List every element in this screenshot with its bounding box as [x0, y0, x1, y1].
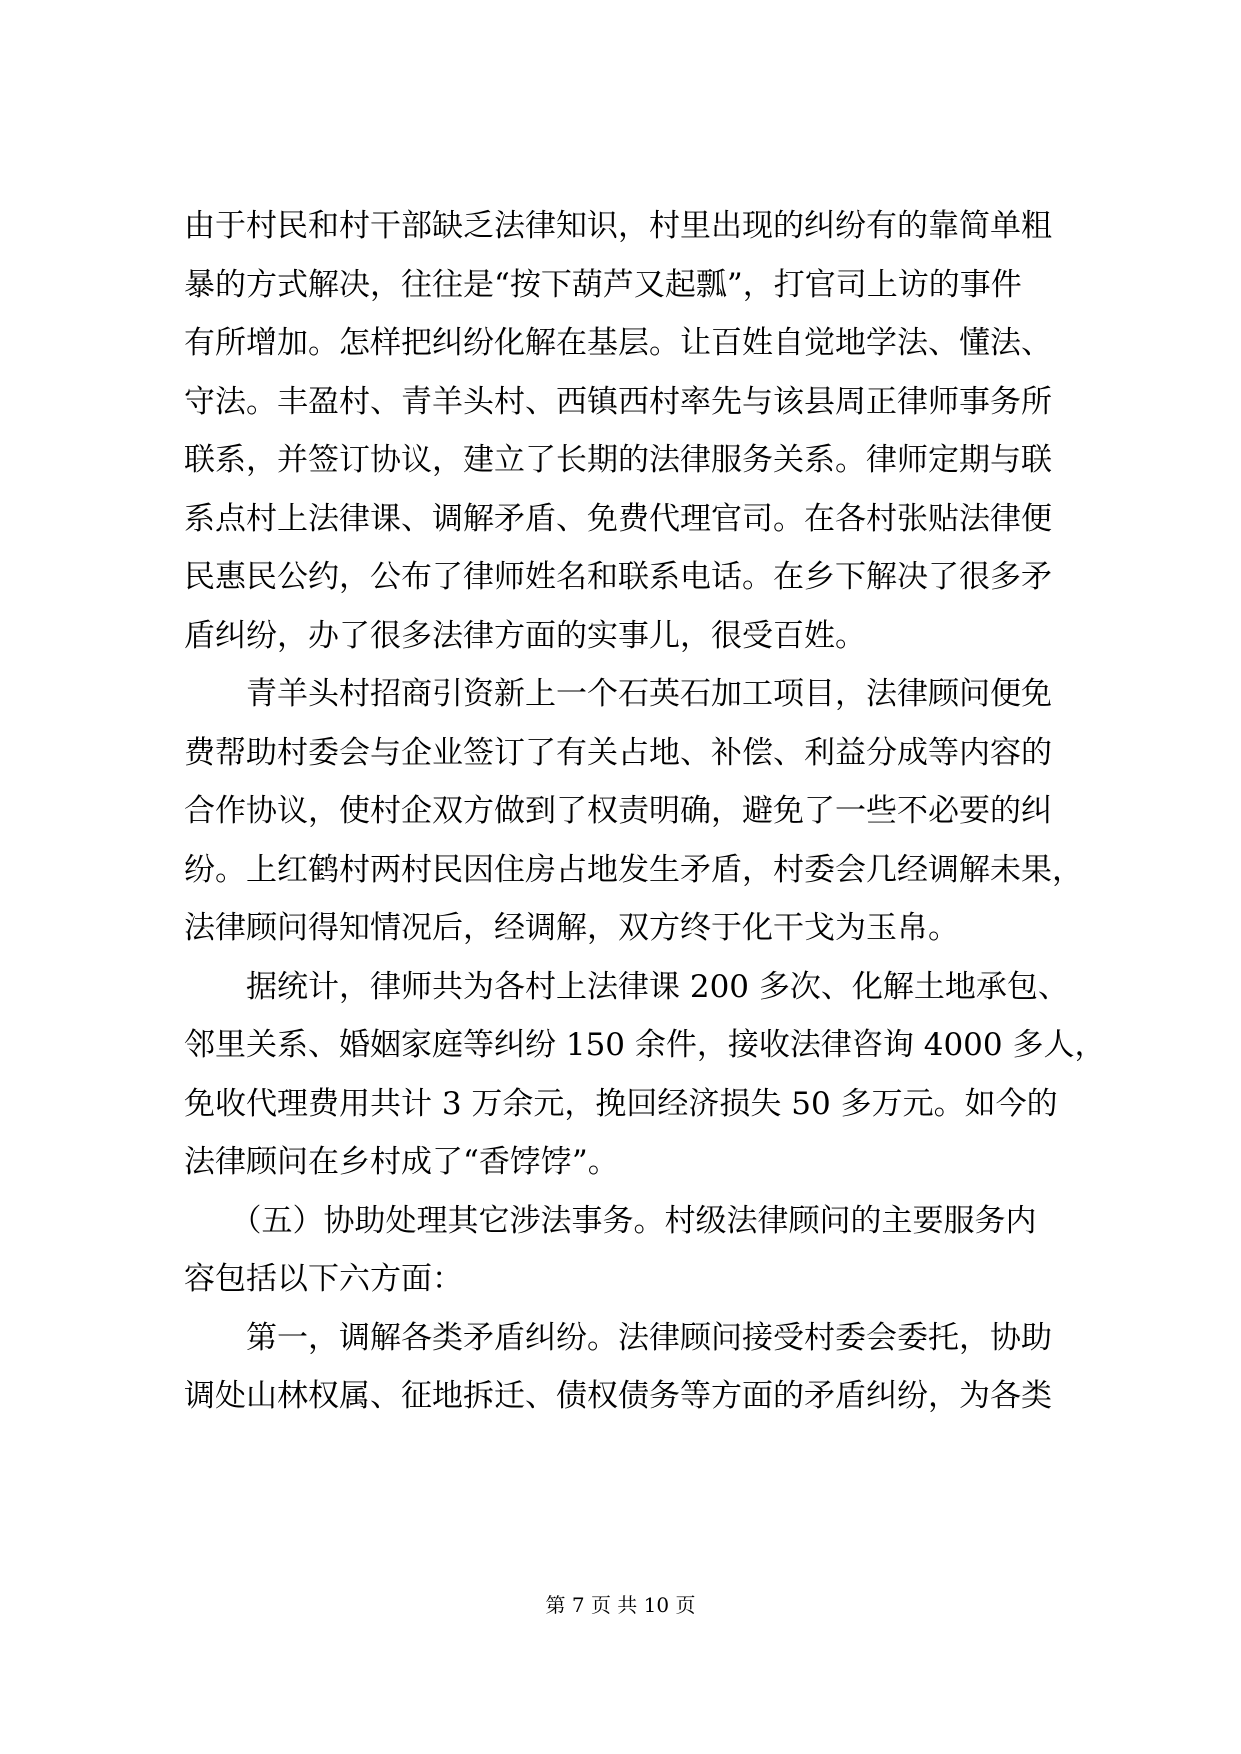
text-line: 合作协议，使村企双方做到了权责明确，避免了一些不必要的纠 — [184, 793, 1052, 829]
text-line: 青羊头村招商引资新上一个石英石加工项目，法律顾问便免 — [184, 676, 1052, 712]
text-line: 由于村民和村干部缺乏法律知识，村里出现的纠纷有的靠简单粗 — [184, 208, 1052, 244]
text-line: 据统计，律师共为各村上法律课 200 多次、化解土地承包、 — [184, 969, 1069, 1005]
text-line: （五）协助处理其它涉法事务。村级法律顾问的主要服务内 — [184, 1203, 1037, 1239]
text-line: 调处山林权属、征地拆迁、债权债务等方面的矛盾纠纷，为各类 — [184, 1378, 1052, 1414]
text-line: 法律顾问在乡村成了“香饽饽”。 — [184, 1144, 619, 1180]
text-line: 第一，调解各类矛盾纠纷。法律顾问接受村委会委托，协助 — [184, 1320, 1052, 1356]
text-line: 纷。上红鹤村两村民因住房占地发生矛盾，村委会几经调解未果， — [184, 852, 1083, 888]
text-line: 联系，并签订协议，建立了长期的法律服务关系。律师定期与联 — [184, 442, 1052, 478]
text-line: 民惠民公约，公布了律师姓名和联系电话。在乡下解决了很多矛 — [184, 559, 1052, 595]
text-line: 法律顾问得知情况后，经调解，双方终于化干戈为玉帛。 — [184, 910, 959, 946]
text-line: 盾纠纷，办了很多法律方面的实事儿，很受百姓。 — [184, 618, 866, 654]
text-line: 守法。丰盈村、青羊头村、西镇西村率先与该县周正律师事务所 — [184, 384, 1052, 420]
text-line: 暴的方式解决，往往是“按下葫芦又起瓢”，打官司上访的事件 — [184, 267, 1022, 303]
page-number-footer: 第 7 页 共 10 页 — [545, 1593, 696, 1617]
text-line: 有所增加。怎样把纠纷化解在基层。让百姓自觉地学法、懂法、 — [184, 325, 1052, 361]
text-line: 费帮助村委会与企业签订了有关占地、补偿、利益分成等内容的 — [184, 735, 1052, 771]
text-line: 免收代理费用共计 3 万余元，挽回经济损失 50 多万元。如今的 — [184, 1086, 1058, 1122]
text-line: 邻里关系、婚姻家庭等纠纷 150 余件，接收法律咨询 4000 多人， — [184, 1027, 1106, 1063]
text-line: 容包括以下六方面： — [184, 1261, 463, 1297]
text-line: 系点村上法律课、调解矛盾、免费代理官司。在各村张贴法律便 — [184, 501, 1052, 537]
